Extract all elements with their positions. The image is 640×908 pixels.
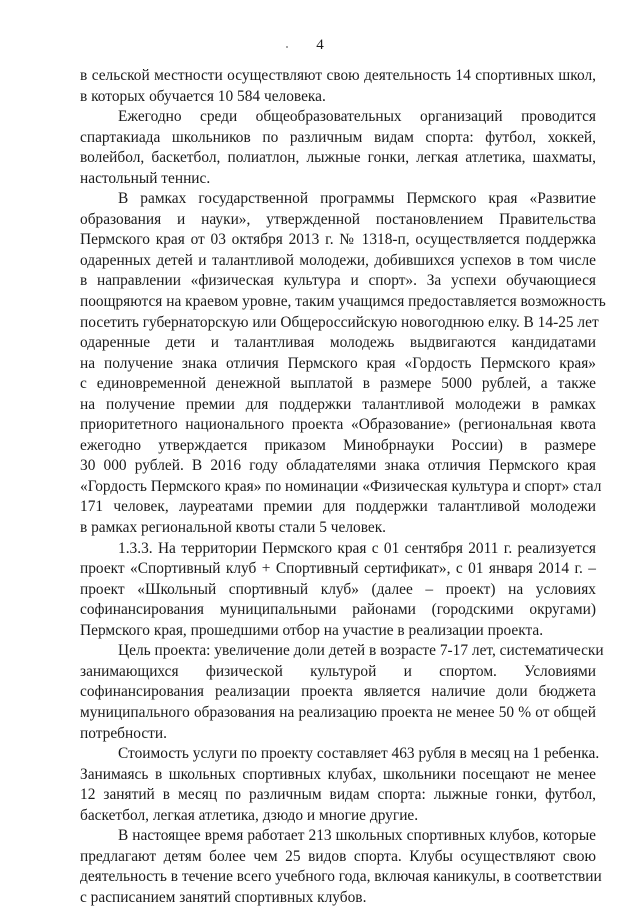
text-line: Занимаясь в школьных спортивных клубах, школьники посещают не менее bbox=[80, 765, 596, 783]
page-number: 4 bbox=[316, 37, 324, 53]
text-line: 12 занятий в месяц по различным видам спорта: лыжные гонки, футбол, bbox=[80, 786, 596, 804]
text-line: с единовременной денежной выплатой в размере 5000 рублей, а также bbox=[80, 375, 596, 393]
text-line: проект «Спортивный клуб + Спортивный сертификат», с 01 января 2014 г. – bbox=[80, 560, 596, 578]
text-line: занимающихся физической культурой и спортом. Условиями bbox=[80, 662, 596, 680]
text-line: образования и науки», утвержденной постановлением Правительства bbox=[80, 210, 596, 228]
text-line: баскетбол, легкая атлетика, дзюдо и многие другие. bbox=[80, 806, 419, 824]
text-line: 1.3.3. На территории Пермского края с 01 сентября 2011 г. реализуется bbox=[118, 539, 596, 557]
text-line: Пермского края от 03 октября 2013 г. № 1318-п, осуществляется поддержка bbox=[80, 231, 596, 249]
text-line: приоритетного национального проекта «Образование» (региональная квота bbox=[80, 416, 596, 434]
text-line: волейбол, баскетбол, полиатлон, лыжные гонки, легкая атлетика, шахматы, bbox=[80, 149, 596, 167]
text-line: софинансирования муниципальными районами (городскими округами) bbox=[80, 601, 596, 619]
text-line: одаренных детей и талантливой молодежи, добившихся успехов в том числе bbox=[80, 251, 596, 269]
text-line: настольный теннис. bbox=[80, 169, 211, 187]
text-line: проект «Школьный спортивный клуб» (далее – проект) на условиях bbox=[80, 580, 596, 598]
text-line: деятельность в течение всего учебного года, включая каникулы, в соответствии bbox=[80, 868, 602, 886]
text-line: на получение знака отличия Пермского края «Гордость Пермского края» bbox=[80, 354, 596, 372]
text-line: 30 000 рублей. В 2016 году обладателями знака отличия Пермского края bbox=[80, 457, 596, 475]
text-line: «Гордость Пермского края» по номинации «Физическая культура и спорт» стал bbox=[80, 477, 602, 495]
text-line: в рамках региональной квоты стали 5 человек. bbox=[80, 519, 387, 537]
text-line: с расписанием занятий спортивных клубов. bbox=[80, 888, 367, 906]
text-line: потребности. bbox=[80, 724, 167, 742]
text-line: предлагают детям более чем 25 видов спорта. Клубы осуществляют свою bbox=[80, 847, 596, 865]
text-line: Пермского края, прошедшими отбор на участие в реализации проекта. bbox=[80, 621, 544, 639]
text-line: муниципального образования на реализацию проекта не менее 50 % от общей bbox=[80, 703, 596, 721]
text-line: Ежегодно среди общеобразовательных организаций проводится bbox=[118, 108, 596, 126]
text-line: Стоимость услуги по проекту составляет 463 рубля в месяц на 1 ребенка. bbox=[118, 745, 600, 763]
text-line: в направлении «физическая культура и спорт». За успехи обучающиеся bbox=[80, 272, 596, 290]
text-line: 171 человек, лауреатами премии для поддержки талантливой молодежи bbox=[80, 498, 596, 516]
scan-speck bbox=[286, 46, 288, 48]
text-line: Цель проекта: увеличение доли детей в возрасте 7-17 лет, систематически bbox=[118, 642, 604, 660]
text-line: одаренные дети и талантливая молодежь выдвигаются кандидатами bbox=[80, 334, 596, 352]
text-line: в сельской местности осуществляют свою деятельность 14 спортивных школ, bbox=[80, 67, 596, 84]
text-line: посетить губернаторскую или Общероссийскую новогоднюю елку. В 14-25 лет bbox=[80, 313, 599, 331]
text-line: на получение премии для поддержки талантливой молодежи в рамках bbox=[80, 395, 596, 413]
text-line: поощряются на краевом уровне, таким учащимся предоставляется возможность bbox=[80, 293, 606, 311]
text-line: В рамках государственной программы Пермского края «Развитие bbox=[118, 190, 596, 208]
body-text bbox=[80, 66, 606, 908]
text-line: в которых обучается 10 584 человека. bbox=[80, 87, 326, 105]
text-line: В настоящее время работает 213 школьных спортивных клубов, которые bbox=[118, 827, 596, 845]
text-line: ежегодно утверждается приказом Минобрнауки России) в размере bbox=[80, 436, 596, 454]
text-line: софинансирования реализации проекта является наличие доли бюджета bbox=[80, 683, 596, 701]
text-line: спартакиада школьников по различным видам спорта: футбол, хоккей, bbox=[80, 128, 596, 146]
